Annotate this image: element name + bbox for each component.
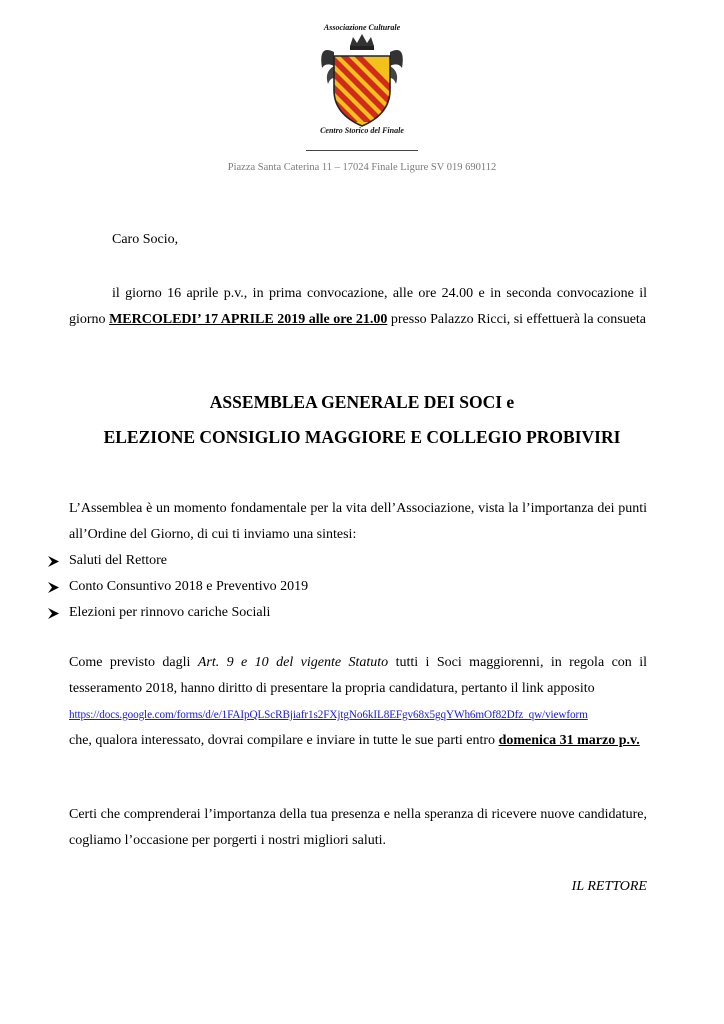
deadline-date: domenica 31 marzo p.v. — [498, 733, 640, 748]
agenda-list — [48, 548, 308, 626]
agenda-item-label: Conto Consuntivo 2018 e Preventivo 2019 — [69, 579, 309, 594]
arrow-bullet-icon — [48, 582, 59, 593]
agenda-item-label: Saluti del Rettore — [69, 553, 167, 568]
candidacy-paragraph — [69, 650, 647, 754]
meeting-date: MERCOLEDI’ 17 APRILE 2019 alle ore 21.00 — [109, 312, 388, 327]
election-title: ELEZIONE CONSIGLIO MAGGIORE E COLLEGIO PROBIVIRI — [103, 427, 621, 447]
intro-text-1: il giorno 16 aprile p.v., in prima convocazione, alle ore 24.00 e in seconda convocazione il giorno — [69, 286, 647, 327]
assembly-title: ASSEMBLEA GENERALE DEI SOCI e — [209, 392, 515, 412]
svg-text:Associazione Culturale: Associazione Culturale — [323, 23, 401, 32]
greeting: Caro Socio, — [112, 232, 179, 247]
agenda-item — [48, 574, 308, 600]
header-address: Piazza Santa Caterina 11 – 17024 Finale Ligure SV 019 690112 — [227, 162, 497, 173]
header-divider — [306, 150, 418, 151]
arrow-bullet-icon — [48, 556, 59, 567]
agenda-item-label: Elezioni per rinnovo cariche Sociali — [69, 605, 271, 620]
intro-paragraph — [69, 281, 647, 333]
crown-icon — [350, 34, 374, 50]
arrow-bullet-icon — [48, 608, 59, 619]
svg-text:Centro Storico del Finale: Centro Storico del Finale — [320, 126, 404, 134]
statute-reference: Art. 9 e 10 del vigente Statuto — [197, 655, 389, 670]
assembly-paragraph: L’Assemblea è un momento fondamentale per la vita dell’Associazione, vista la l’importanza dei punti all’Ordine del Giorno, di cui ti inviamo una sintesi: — [69, 501, 647, 542]
candidacy-text-2: tutti i Soci maggiorenni, in regola con il tesseramento 2018, hanno diritto di presentare la propria candidatura, pertanto il link apposito — [69, 655, 647, 696]
agenda-item — [48, 548, 308, 574]
candidacy-text-3: che, qualora interessato, dovrai compilare e inviare in tutte le sue parti entro — [69, 733, 499, 748]
intro-text-2: presso Palazzo Ricci, si effettuerà la consueta — [387, 312, 647, 327]
candidacy-form-link[interactable]: https://docs.google.com/forms/d/e/1FAIpQLScRBjiafr1s2FXjtgNo6kIL8EFgv68x5gqYWh6mOf82Dfz_qw/viewform — [69, 709, 588, 721]
candidacy-text-1: Come previsto dagli — [69, 655, 198, 670]
association-logo — [300, 22, 424, 134]
signature: IL RETTORE — [571, 879, 647, 894]
agenda-item — [48, 600, 308, 626]
closing-paragraph: Certi che comprenderai l’importanza della tua presenza e nella speranza di ricevere nuove candidature, cogliamo l’occasione per porgerti i nostri migliori saluti. — [69, 807, 647, 848]
